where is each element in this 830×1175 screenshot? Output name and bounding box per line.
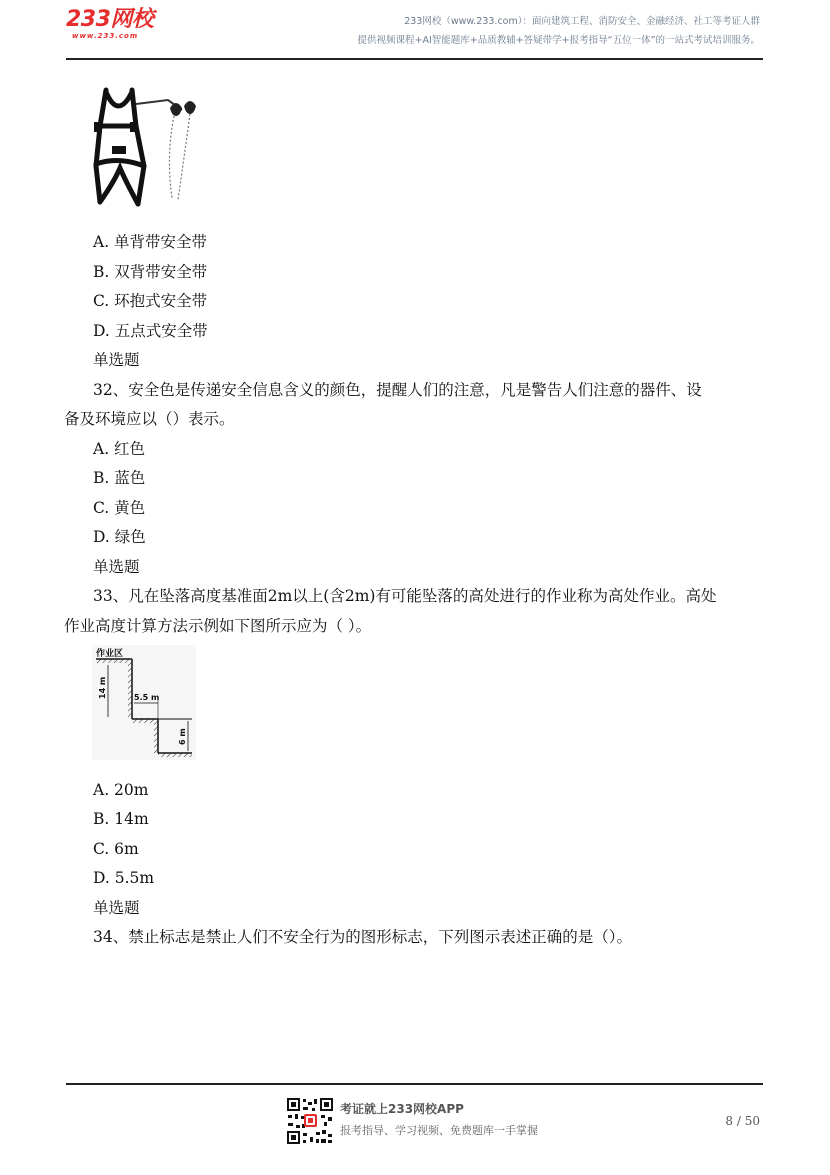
q31-option-b: B. 双背带安全带 [93, 263, 208, 281]
q33-option-a: A. 20m [93, 781, 149, 799]
diagram-height-6-label: 6 m [178, 728, 187, 745]
q32-stem-line1: 32、安全色是传递安全信息含义的颜色，提醒人们的注意，凡是警告人们注意的器件、设 [93, 381, 702, 399]
q33-stem-line2: 作业高度计算方法示例如下图所示应为（ ）。 [64, 617, 372, 635]
q33-option-b: B. 14m [93, 810, 149, 828]
safety-harness-image [90, 86, 198, 214]
footer-app-title: 考证就上233网校APP [340, 1102, 464, 1116]
logo-url: www.233.com [72, 32, 139, 40]
diagram-zone-label: 作业区 [96, 649, 124, 659]
q32-option-d: D. 绿色 [93, 528, 146, 546]
q32-stem-line2: 备及环境应以（）表示。 [64, 410, 235, 428]
footer-app-subtitle: 报考指导、学习视频、免费题库一手掌握 [340, 1124, 538, 1137]
diagram-height-14-label: 14 m [98, 676, 107, 699]
footer-divider [66, 1083, 763, 1085]
qr-code-icon [286, 1097, 334, 1145]
height-diagram [92, 645, 196, 760]
q31-option-d: D. 五点式安全带 [93, 322, 208, 340]
header-info [358, 12, 761, 50]
header-divider [66, 58, 763, 60]
logo-text: 233网校 [66, 7, 154, 32]
q33-type-label: 单选题 [93, 899, 140, 917]
q32-option-a: A. 红色 [93, 440, 146, 458]
page-header [0, 0, 830, 62]
page-number: 8 / 50 [725, 1114, 760, 1128]
q33-option-d: D. 5.5m [93, 869, 155, 887]
header-info-line1: 233网校（www.233.com）：面向建筑工程、消防安全、金融经济、社工等考证人群 [404, 16, 760, 27]
q31-type-label: 单选题 [93, 351, 140, 369]
logo [66, 8, 153, 40]
q33-stem-line1: 33、凡在坠落高度基准面2m以上(含2m)有可能坠落的高处进行的作业称为高处作业。高处 [93, 587, 717, 605]
header-info-line2: 提供视频课程+AI智能题库+品质教辅+答疑带学+报考指导“五位一体”的一站式考试培训服务。 [357, 35, 760, 46]
q31-option-a: A. 单背带安全带 [93, 233, 208, 251]
diagram-width-label: 5.5 m [134, 693, 160, 702]
q34-stem-line1: 34、禁止标志是禁止人们不安全行为的图形标志，下列图示表述正确的是（）。 [93, 928, 632, 946]
q33-option-c: C. 6m [93, 840, 139, 858]
q32-option-c: C. 黄色 [93, 499, 146, 517]
q32-option-b: B. 蓝色 [93, 469, 146, 487]
q32-type-label: 单选题 [93, 558, 140, 576]
q31-option-c: C. 环抱式安全带 [93, 292, 208, 310]
